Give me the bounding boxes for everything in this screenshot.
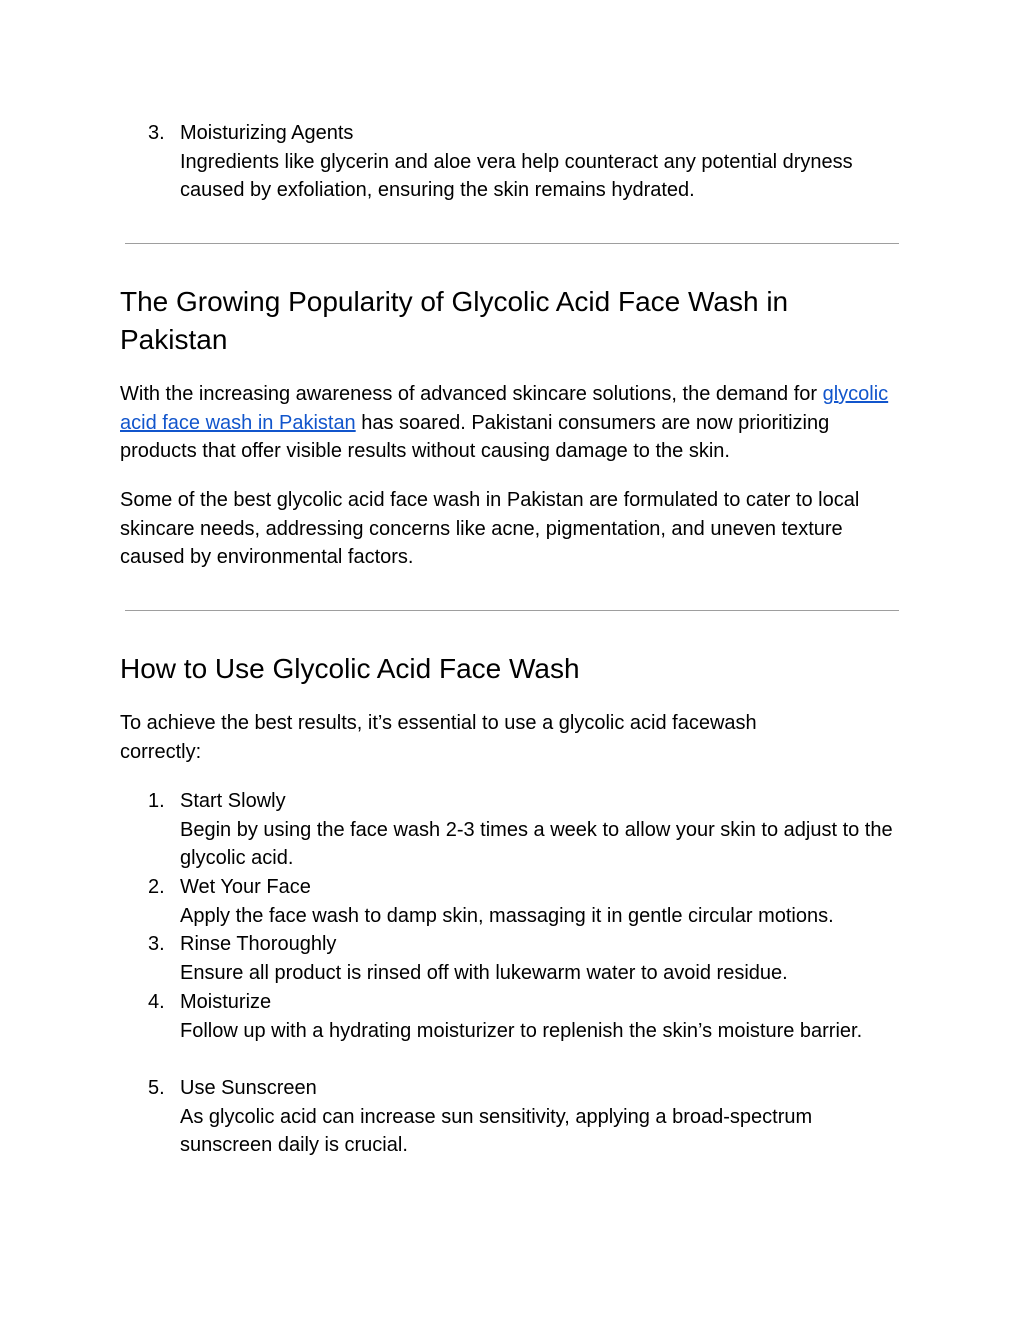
- list-item-number: 1.: [148, 790, 165, 812]
- list-item-step-1: [148, 787, 908, 873]
- list-item-number: 3.: [148, 122, 165, 144]
- list-item-description: Ensure all product is rinsed off with lukewarm water to avoid residue.: [180, 961, 788, 984]
- list-item-step-4: [148, 988, 908, 1045]
- list-item-step-2: [148, 873, 908, 930]
- list-item-title: Moisturizing Agents: [180, 122, 354, 144]
- list-item-step-5: [148, 1074, 908, 1160]
- paragraph-text: With the increasing awareness of advanced skincare solutions, the demand for: [120, 383, 823, 405]
- list-item-description: Ingredients like glycerin and aloe vera help counteract any potential dryness caused by exfoliation, ensuring the skin remains hydrated.: [180, 150, 853, 202]
- list-item-title: Wet Your Face: [180, 876, 311, 898]
- list-item-description: Apply the face wash to damp skin, massaging it in gentle circular motions.: [180, 904, 834, 927]
- list-item: [148, 119, 908, 205]
- list-item-number: 4.: [148, 991, 165, 1013]
- section-divider: [125, 610, 899, 611]
- list-item-description: As glycolic acid can increase sun sensitivity, applying a broad-spectrum sunscreen daily is crucial.: [180, 1105, 813, 1157]
- section-divider: [125, 243, 899, 244]
- list-item-step-3: [148, 930, 908, 987]
- paragraph-popularity-demand: [120, 380, 910, 466]
- list-item-number: 5.: [148, 1077, 165, 1099]
- section-heading-how-to-use: How to Use Glycolic Acid Face Wash: [120, 653, 580, 684]
- list-item-title: Rinse Thoroughly: [180, 933, 337, 955]
- list-item-description: Begin by using the face wash 2-3 times a week to allow your skin to adjust to the glycolic acid.: [180, 818, 893, 870]
- paragraph-how-to-intro: To achieve the best results, it’s essential to use a glycolic acid facewash correctly:: [120, 712, 757, 763]
- list-item-number: 2.: [148, 876, 165, 898]
- list-item-title: Start Slowly: [180, 790, 286, 812]
- list-item-description: Follow up with a hydrating moisturizer to replenish the skin’s moisture barrier.: [180, 1019, 863, 1042]
- list-item-title: Use Sunscreen: [180, 1077, 317, 1099]
- paragraph-popularity-local-needs: Some of the best glycolic acid face wash in Pakistan are formulated to cater to local skincare needs, addressing concerns like acne, pigmentation, and uneven texture caused by environmental factors.: [120, 489, 860, 569]
- section-heading-popularity: The Growing Popularity of Glycolic Acid Face Wash in Pakistan: [120, 286, 789, 355]
- paragraph-text: has soared. Pakistani consumers are now prioritizing products that offer visible results without causing damage to the skin.: [120, 411, 830, 463]
- list-item-number: 3.: [148, 933, 165, 955]
- list-item-title: Moisturize: [180, 991, 272, 1013]
- glycolic-acid-face-wash-link[interactable]: glycolic acid face wash in Pakistan: [120, 383, 889, 434]
